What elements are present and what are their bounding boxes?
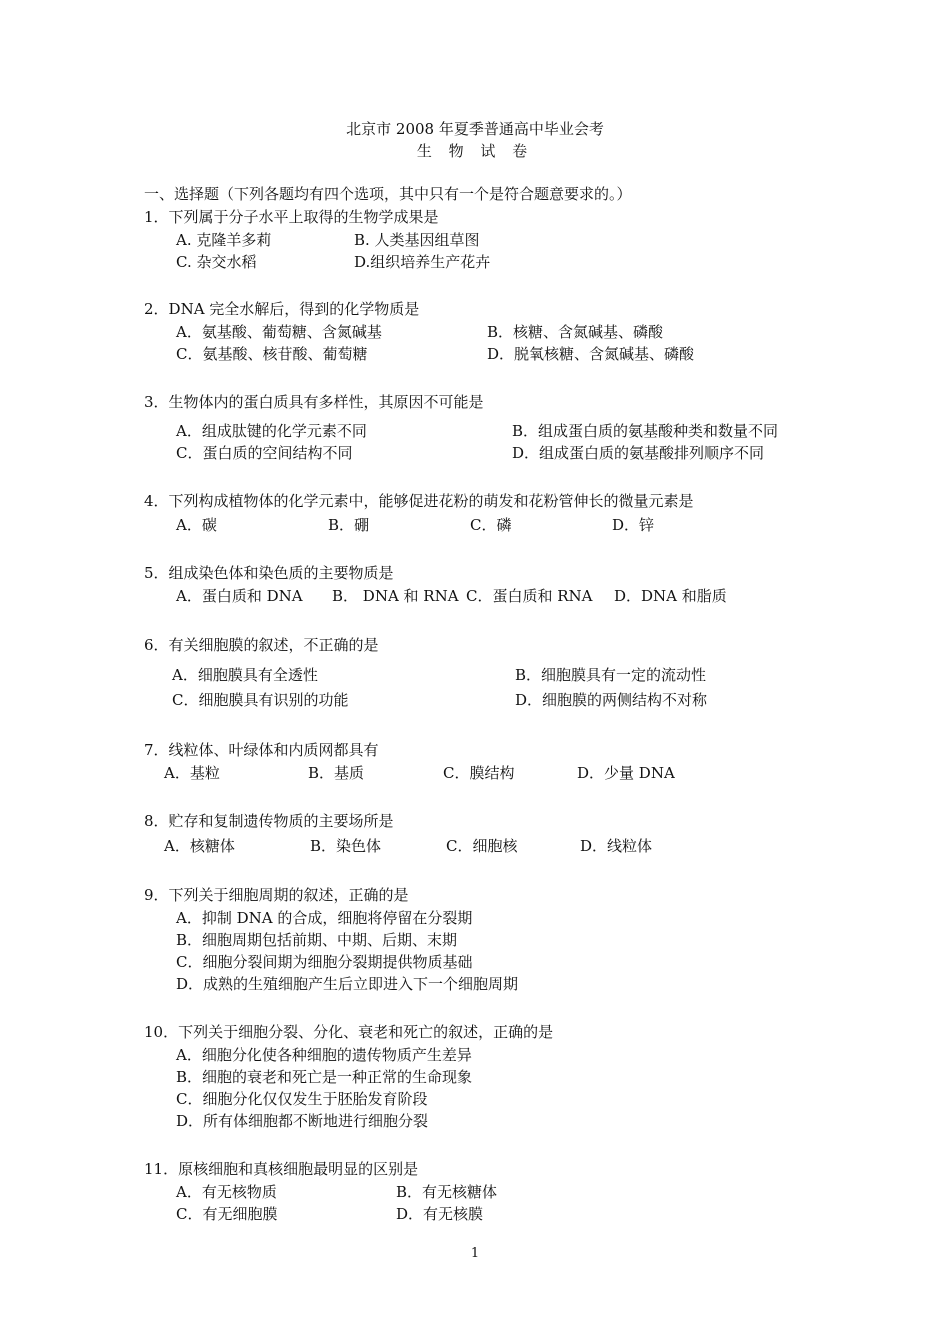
option: D．组成蛋白质的氨基酸排列顺序不同: [512, 444, 765, 462]
option: C．细胞分化仅仅发生于胚胎发育阶段: [176, 1090, 428, 1108]
option: C．磷: [470, 516, 512, 534]
question-stem: 4．下列构成植物体的化学元素中，能够促进花粉的萌发和花粉管伸长的微量元素是: [144, 492, 694, 510]
question-stem: 3．生物体内的蛋白质具有多样性，其原因不可能是: [144, 393, 484, 411]
option: D.组织培养生产花卉: [354, 253, 491, 271]
option: B．染色体: [310, 837, 382, 855]
question-stem: 7．线粒体、叶绿体和内质网都具有: [144, 741, 379, 759]
option: C．有无细胞膜: [176, 1205, 278, 1223]
section-title: 一、选择题（下列各题均有四个选项，其中只有一个是符合题意要求的。）: [144, 185, 632, 203]
question-stem: 5．组成染色体和染色质的主要物质是: [144, 564, 394, 582]
question-stem: 6．有关细胞膜的叙述，不正确的是: [144, 636, 379, 654]
option: C．细胞分裂间期为细胞分裂期提供物质基础: [176, 953, 473, 971]
question-stem: 2．DNA 完全水解后，得到的化学物质是: [144, 300, 420, 318]
option: D．所有体细胞都不断地进行细胞分裂: [176, 1112, 429, 1130]
question-stem: 11．原核细胞和真核细胞最明显的区别是: [144, 1160, 419, 1178]
exam-title: 北京市 2008 年夏季普通高中毕业会考: [346, 120, 604, 138]
exam-subtitle: 生 物 试 卷: [416, 142, 534, 160]
option: B．硼: [328, 516, 370, 534]
option: A．碳: [176, 516, 217, 534]
option: A．抑制 DNA 的合成，细胞将停留在分裂期: [176, 909, 473, 927]
option: A．氨基酸、葡萄糖、含氮碱基: [176, 323, 382, 341]
option: B．细胞的衰老和死亡是一种正常的生命现象: [176, 1068, 473, 1086]
option: B． DNA 和 RNA: [332, 587, 459, 605]
option: B．有无核糖体: [396, 1183, 498, 1201]
option: B．组成蛋白质的氨基酸种类和数量不同: [512, 422, 779, 440]
option: A．组成肽键的化学元素不同: [176, 422, 367, 440]
question-stem: 8．贮存和复制遗传物质的主要场所是: [144, 812, 394, 830]
option: A．细胞膜具有全透性: [172, 666, 318, 684]
option: A．细胞分化使各种细胞的遗传物质产生差异: [176, 1046, 472, 1064]
page-number: 1: [470, 1246, 480, 1261]
option: D．有无核膜: [396, 1205, 484, 1223]
option: C. 杂交水稻: [176, 253, 257, 271]
option: C．膜结构: [443, 764, 515, 782]
option: D．脱氧核糖、含氮碱基、磷酸: [487, 345, 695, 363]
option: D．锌: [612, 516, 655, 534]
option: C．细胞核: [446, 837, 518, 855]
option: B. 人类基因组草图: [354, 231, 480, 249]
question-stem: 1．下列属于分子水平上取得的生物学成果是: [144, 208, 439, 226]
option: C．蛋白质和 RNA: [466, 587, 593, 605]
question-stem: 9．下列关于细胞周期的叙述，正确的是: [144, 886, 409, 904]
option: A. 克隆羊多莉: [176, 231, 272, 249]
option: B．核糖、含氮碱基、磷酸: [487, 323, 664, 341]
option: B．细胞膜具有一定的流动性: [515, 666, 707, 684]
option: A．基粒: [164, 764, 220, 782]
option: D．DNA 和脂质: [614, 587, 727, 605]
option: A．核糖体: [164, 837, 235, 855]
option: C．氨基酸、核苷酸、葡萄糖: [176, 345, 368, 363]
option: A．有无核物质: [176, 1183, 277, 1201]
option: B．基质: [308, 764, 365, 782]
option: D．成熟的生殖细胞产生后立即进入下一个细胞周期: [176, 975, 519, 993]
option: C．细胞膜具有识别的功能: [172, 691, 349, 709]
option: D．细胞膜的两侧结构不对称: [515, 691, 708, 709]
option: C．蛋白质的空间结构不同: [176, 444, 353, 462]
option: B．细胞周期包括前期、中期、后期、末期: [176, 931, 458, 949]
question-stem: 10．下列关于细胞分裂、分化、衰老和死亡的叙述，正确的是: [144, 1023, 554, 1041]
option: D．少量 DNA: [577, 764, 675, 782]
option: A．蛋白质和 DNA: [176, 587, 303, 605]
option: D．线粒体: [580, 837, 653, 855]
